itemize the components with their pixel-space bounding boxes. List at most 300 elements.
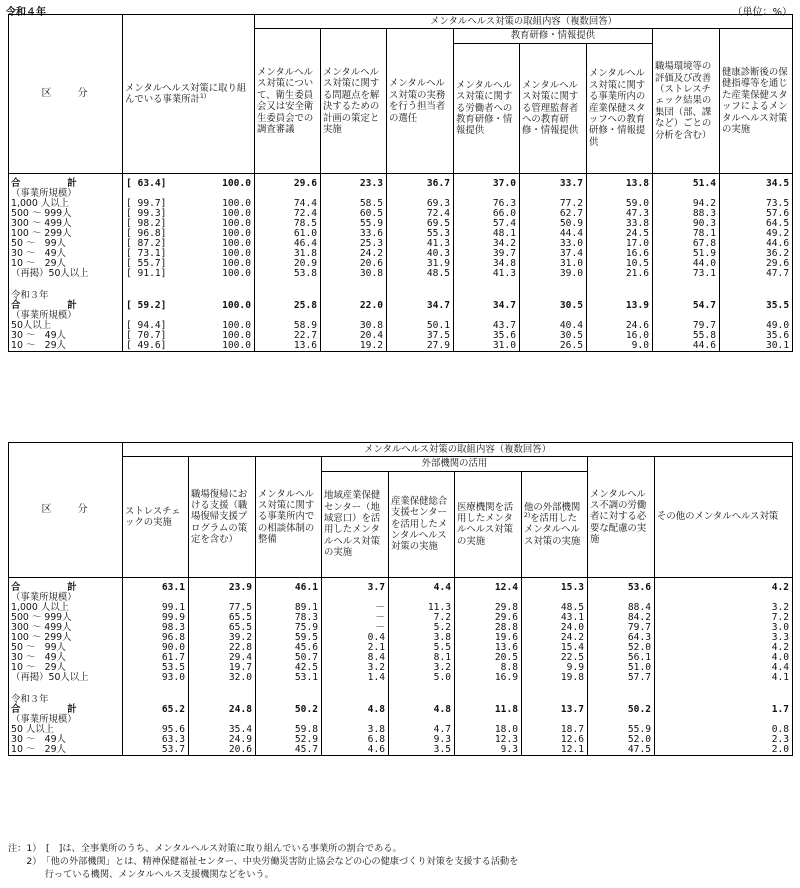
table-cell: 4.7 [389, 725, 455, 735]
table-cell: 46.4 [255, 239, 321, 249]
table-cell: 96.8 [123, 633, 189, 643]
table-cell: 40.3 [387, 249, 454, 259]
group-header: メンタルヘルス対策の取組内容（複数回答） [123, 443, 793, 457]
table-cell: 60.5 [321, 209, 387, 219]
table-cell: 30 ～ 49人 [9, 331, 123, 341]
table-cell: 30 ～ 49人 [9, 735, 123, 745]
table-cell: 88.4 [588, 603, 655, 613]
table-cell: 34.7 [387, 301, 454, 311]
kubun-header: 区 分 [9, 443, 123, 578]
table-cell: 1,000 人以上 [9, 603, 123, 613]
table-cell: 100.0 [181, 269, 255, 279]
table-cell: 99.9 [123, 613, 189, 623]
table-cell: 84.2 [588, 613, 655, 623]
table-cell: 49.2 [720, 229, 793, 239]
table-cell: 31.8 [255, 249, 321, 259]
table-cell: 30.8 [321, 321, 387, 331]
table-cell: 1.4 [322, 673, 389, 683]
col-header: メンタルヘルス対策について、衛生委員会又は安全衛生委員会での調査審議 [255, 29, 321, 173]
table-cell: 合 計 [9, 577, 123, 593]
table-cell: 23.3 [321, 173, 387, 189]
col-header: メンタルヘルス対策に関する事業所内での相談体制の整備 [256, 457, 322, 577]
table-cell: 12.4 [455, 577, 522, 593]
table-cell: 34.5 [720, 173, 793, 189]
table-cell: 33.8 [587, 219, 653, 229]
footnote: 行っている機関、メンタルヘルス支援機関などをいう。 [8, 869, 274, 880]
table-cell: 79.7 [653, 321, 720, 331]
table-cell: 24.2 [321, 249, 387, 259]
table-cell: 73.5 [720, 199, 793, 209]
table-cell: 5.2 [389, 623, 455, 633]
table-cell: （事業所規模） [9, 593, 123, 603]
col-header: メンタルヘルス対策に関する問題点を解決するための計画の策定と実施 [321, 29, 387, 173]
table-cell: 合 計 [9, 173, 123, 189]
table-cell: 65.5 [189, 613, 256, 623]
table-row [9, 715, 793, 725]
table-cell: 100.0 [181, 239, 255, 249]
table-cell: 3.2 [389, 663, 455, 673]
table-cell: 8.4 [322, 653, 389, 663]
table-cell: 45.7 [256, 745, 322, 756]
table-cell: 20.9 [255, 259, 321, 269]
table-cell: 13.6 [455, 643, 522, 653]
table-cell: 37.0 [454, 173, 520, 189]
table-cell: 88.3 [653, 209, 720, 219]
table-cell: 51.9 [653, 249, 720, 259]
table-cell: 48.5 [522, 603, 588, 613]
table-cell [256, 683, 322, 695]
table-row [9, 745, 793, 756]
table-cell: 9.9 [522, 663, 588, 673]
table-cell: 44.6 [720, 239, 793, 249]
table-cell: 100.0 [181, 331, 255, 341]
table-cell: 4.8 [322, 705, 389, 715]
table-cell: [ 70.7] [123, 331, 181, 341]
table-row [9, 633, 793, 643]
table-cell [9, 683, 123, 695]
table-cell: 9.3 [455, 745, 522, 756]
table-cell: 61.0 [255, 229, 321, 239]
table-cell: 9.0 [587, 341, 653, 352]
table-cell: 51.4 [653, 173, 720, 189]
table-cell: 93.0 [123, 673, 189, 683]
table-cell: 18.7 [522, 725, 588, 735]
table-cell: 42.5 [256, 663, 322, 673]
table-cell: 59.0 [587, 199, 653, 209]
col-header: メンタルヘルス対策に関する労働者への教育研修・情報提供 [454, 43, 520, 173]
subgroup-header: 教育研修・情報提供 [454, 29, 653, 43]
table-cell: 12.3 [455, 735, 522, 745]
table-cell: 50 ～ 99人 [9, 643, 123, 653]
table-cell: 50.7 [256, 653, 322, 663]
col-header: メンタルヘルス対策に関する管理監督者への教育研修・情報提供 [520, 43, 587, 173]
table-cell: 23.9 [189, 577, 256, 593]
table-cell: 300 ～ 499人 [9, 623, 123, 633]
table-cell: 3.0 [655, 623, 793, 633]
table-cell: 11.3 [389, 603, 455, 613]
table-cell: 100.0 [181, 341, 255, 352]
table-cell: 11.8 [455, 705, 522, 715]
table-cell: 22.7 [255, 331, 321, 341]
table-cell: 合 計 [9, 705, 123, 715]
table-row [9, 663, 793, 673]
table-cell: 39.7 [454, 249, 520, 259]
year-label: 令和４年 [6, 7, 46, 18]
subgroup-header: 外部機関の活用 [322, 457, 588, 471]
table-cell: 30.1 [720, 341, 793, 352]
table-cell: 50 ～ 99人 [9, 239, 123, 249]
table-cell: 58.5 [321, 199, 387, 209]
table-cell: 59.5 [256, 633, 322, 643]
table-cell: 50 人以上 [9, 725, 123, 735]
table-cell: 34.7 [454, 301, 520, 311]
table-cell: 100.0 [181, 219, 255, 229]
table-cell: 57.6 [720, 209, 793, 219]
table-cell: 26.5 [520, 341, 587, 352]
table-cell: 67.8 [653, 239, 720, 249]
table-cell: 25.8 [255, 301, 321, 311]
table-row [9, 735, 793, 745]
table-cell: 4.1 [655, 673, 793, 683]
table-cell: 0.8 [655, 725, 793, 735]
table-cell: 100.0 [181, 229, 255, 239]
table-cell: 51.0 [588, 663, 655, 673]
table-cell: 35.6 [720, 331, 793, 341]
table-cell: 35.6 [454, 331, 520, 341]
table-cell: 29.6 [720, 259, 793, 269]
table-cell: （再掲）50人以上 [9, 269, 123, 279]
table-cell: 30 ～ 49人 [9, 653, 123, 663]
table-cell: （事業所規模） [9, 189, 123, 199]
table-cell: 10 ～ 29人 [9, 341, 123, 352]
table-cell: 49.0 [720, 321, 793, 331]
table-cell: （再掲）50人以上 [9, 673, 123, 683]
table-cell [522, 683, 588, 695]
table-cell: 50.2 [588, 705, 655, 715]
table-cell: 94.2 [653, 199, 720, 209]
table-cell: 10 ～ 29人 [9, 663, 123, 673]
table-cell: 19.7 [189, 663, 256, 673]
table-cell: 50.9 [520, 219, 587, 229]
table-cell [455, 683, 522, 695]
table-cell: 33.0 [520, 239, 587, 249]
table-cell: 78.5 [255, 219, 321, 229]
footnotes [8, 842, 518, 881]
table-cell: 64.3 [588, 633, 655, 643]
table-cell: 22.8 [189, 643, 256, 653]
table-cell: 24.6 [587, 321, 653, 331]
table-cell: [ 63.4] [123, 173, 181, 189]
table-cell: 44.4 [520, 229, 587, 239]
table-cell: 3.8 [389, 633, 455, 643]
table-cell: 令和３年 [9, 291, 123, 301]
table-cell: 31.0 [520, 259, 587, 269]
table-2 [8, 442, 793, 756]
table-cell: 73.1 [653, 269, 720, 279]
table-cell: [ 94.4] [123, 321, 181, 331]
table-cell: 29.6 [455, 613, 522, 623]
table-cell: 22.0 [321, 301, 387, 311]
table-cell: 98.3 [123, 623, 189, 633]
table-cell: 72.4 [255, 209, 321, 219]
table-cell: 34.2 [454, 239, 520, 249]
table-cell: 21.6 [587, 269, 653, 279]
table-cell: 3.7 [322, 577, 389, 593]
table-cell: 3.2 [322, 663, 389, 673]
table-row [9, 269, 793, 279]
table-cell: 20.6 [189, 745, 256, 756]
col-header: 職場環境等の評価及び改善（ストレスチェック結果の集団（部、課など）ごとの分析を含む） [653, 29, 720, 173]
table-cell: 43.7 [454, 321, 520, 331]
table-cell: [ 91.1] [123, 269, 181, 279]
group-header: メンタルヘルス対策の取組内容（複数回答） [255, 15, 793, 29]
table-cell: 54.7 [653, 301, 720, 311]
table-row [9, 613, 793, 623]
table-cell: 19.6 [455, 633, 522, 643]
col-header: メンタルヘルス対策に関する事業所内の産業保健スタッフへの教育研修・情報提供 [587, 43, 653, 173]
col-header: メンタルヘルス不調の労働者に対する必要な配慮の実施 [588, 457, 655, 577]
table-row [9, 725, 793, 735]
table-cell: 37.4 [520, 249, 587, 259]
table-cell: 27.9 [387, 341, 454, 352]
table-cell: 30.5 [520, 301, 587, 311]
table-cell: 12.1 [522, 745, 588, 756]
table-cell: 45.6 [256, 643, 322, 653]
table-cell: 16.9 [455, 673, 522, 683]
table-cell: 16.0 [587, 331, 653, 341]
table-cell [587, 279, 653, 291]
table-cell: 24.0 [522, 623, 588, 633]
table-cell: 77.2 [520, 199, 587, 209]
table-cell: 100.0 [181, 321, 255, 331]
table-cell [322, 683, 389, 695]
col-header: メンタルヘルス対策の実務を行う担当者の選任 [387, 29, 454, 173]
table-cell: 33.6 [321, 229, 387, 239]
table-row [9, 623, 793, 633]
table-cell: 0.4 [322, 633, 389, 643]
table-cell: 53.7 [123, 745, 189, 756]
table-cell: [ 99.7] [123, 199, 181, 209]
table-cell: 63.3 [123, 735, 189, 745]
table-cell: 2.0 [655, 745, 793, 756]
table-cell: 100.0 [181, 209, 255, 219]
table-cell: 9.3 [389, 735, 455, 745]
col-header: 他の外部機関$^{2)}$を活用したメンタルヘルス対策の実施 [522, 471, 588, 577]
table-cell: 34.8 [454, 259, 520, 269]
table-cell: 90.0 [123, 643, 189, 653]
table-cell: 100.0 [181, 301, 255, 311]
table-cell: 46.1 [256, 577, 322, 593]
table-cell: 35.4 [189, 725, 256, 735]
table-cell: 24.8 [189, 705, 256, 715]
table-cell: 7.2 [655, 613, 793, 623]
table-cell: 2.1 [322, 643, 389, 653]
table-cell: 99.1 [123, 603, 189, 613]
table-cell: － [322, 613, 389, 623]
table-1 [8, 14, 793, 352]
table-cell: 36.7 [387, 173, 454, 189]
table-cell: 4.2 [655, 577, 793, 593]
table-cell: 100.0 [181, 259, 255, 269]
table-cell: 13.7 [522, 705, 588, 715]
table-cell: 47.5 [588, 745, 655, 756]
table-row [9, 695, 793, 705]
table-cell: 43.1 [522, 613, 588, 623]
table-cell: 19.8 [522, 673, 588, 683]
table-cell [123, 279, 181, 291]
table-cell: （事業所規模） [9, 311, 123, 321]
table-cell: 66.0 [454, 209, 520, 219]
table-cell: 64.5 [720, 219, 793, 229]
table-cell: 40.4 [520, 321, 587, 331]
table-cell: 39.0 [520, 269, 587, 279]
table-cell: 3.2 [655, 603, 793, 613]
table-cell [389, 683, 455, 695]
table-cell: 39.2 [189, 633, 256, 643]
table-cell: 63.1 [123, 577, 189, 593]
table-cell: 29.6 [255, 173, 321, 189]
table-cell: 28.8 [455, 623, 522, 633]
footnote: 2） 「他の外部機関」とは、精神保健福祉センター、中央労働災害防止協会などの心の健康づくり対策を支援する活動を [8, 856, 519, 867]
table-cell: 50.2 [256, 705, 322, 715]
table-cell: [ 87.2] [123, 239, 181, 249]
table-cell: 4.0 [655, 653, 793, 663]
table-cell: 48.5 [387, 269, 454, 279]
table-row [9, 173, 793, 189]
table-cell [588, 683, 655, 695]
table-cell: 33.7 [520, 173, 587, 189]
table-cell: 57.7 [588, 673, 655, 683]
table-cell: 44.6 [653, 341, 720, 352]
table-cell: 5.0 [389, 673, 455, 683]
table-cell: 25.3 [321, 239, 387, 249]
table-cell: 52.0 [588, 735, 655, 745]
table-cell: 10 ～ 29人 [9, 745, 123, 756]
table-cell: 44.0 [653, 259, 720, 269]
table-cell: 20.5 [455, 653, 522, 663]
table-cell: 50人以上 [9, 321, 123, 331]
table-row [9, 643, 793, 653]
table-cell: 55.9 [321, 219, 387, 229]
table-cell: 7.2 [389, 613, 455, 623]
table-cell: 41.3 [454, 269, 520, 279]
table-cell [321, 279, 387, 291]
table-row [9, 593, 793, 603]
table-cell: 29.4 [189, 653, 256, 663]
table-cell: 29.8 [455, 603, 522, 613]
table-cell: 55.8 [653, 331, 720, 341]
table-cell: [ 59.2] [123, 301, 181, 311]
table-cell: 72.4 [387, 209, 454, 219]
table-cell: 16.6 [587, 249, 653, 259]
table-cell: 56.1 [588, 653, 655, 663]
table-cell: 79.7 [588, 623, 655, 633]
table-cell: 53.5 [123, 663, 189, 673]
table-cell [181, 279, 255, 291]
table-cell: 10 ～ 29人 [9, 259, 123, 269]
table-cell: 8.8 [455, 663, 522, 673]
table-cell: 2.3 [655, 735, 793, 745]
table-cell: － [322, 603, 389, 613]
table-cell: 24.9 [189, 735, 256, 745]
table-cell: 74.4 [255, 199, 321, 209]
table-row [9, 577, 793, 593]
table-cell [653, 279, 720, 291]
table-cell: 15.4 [522, 643, 588, 653]
table-cell: 31.0 [454, 341, 520, 352]
table-cell: 1,000 人以上 [9, 199, 123, 209]
table-cell: 65.5 [189, 623, 256, 633]
table-cell: 100.0 [181, 173, 255, 189]
table-cell: 53.6 [588, 577, 655, 593]
col-header: 職場復帰における支援（職場復帰支援プログラムの策定を含む） [189, 457, 256, 577]
table-cell: 69.3 [387, 199, 454, 209]
table-row [9, 683, 793, 695]
table-cell: [ 49.6] [123, 341, 181, 352]
table-cell: 6.8 [322, 735, 389, 745]
table-row [9, 341, 793, 352]
table-cell: 4.4 [389, 577, 455, 593]
table-cell: － [322, 623, 389, 633]
table-cell [189, 683, 256, 695]
table-cell: 24.5 [587, 229, 653, 239]
table-cell: 31.9 [387, 259, 454, 269]
table-cell: 20.4 [321, 331, 387, 341]
table-cell: 5.5 [389, 643, 455, 653]
table-cell: 36.2 [720, 249, 793, 259]
col-header: 健康診断後の保健指導等を通じた産業保健スタッフによるメンタルヘルス対策の実施 [720, 29, 793, 173]
table-cell: 100.0 [181, 199, 255, 209]
table-cell: 300 ～ 499人 [9, 219, 123, 229]
table-cell: [ 98.2] [123, 219, 181, 229]
table-cell: 77.5 [189, 603, 256, 613]
table-cell: 69.5 [387, 219, 454, 229]
table-cell: 13.8 [587, 173, 653, 189]
table-cell: 78.3 [256, 613, 322, 623]
table-cell: 30 ～ 49人 [9, 249, 123, 259]
table-cell: 令和３年 [9, 695, 123, 705]
table-cell: 22.5 [522, 653, 588, 663]
table-cell: 52.0 [588, 643, 655, 653]
table-cell: 18.0 [455, 725, 522, 735]
table-cell: 90.3 [653, 219, 720, 229]
table-cell [720, 279, 793, 291]
table-cell: 52.9 [256, 735, 322, 745]
unit-label: （単位：%） [732, 7, 792, 18]
col-header: ストレスチェックの実施 [123, 457, 189, 577]
table-cell [655, 683, 793, 695]
table-cell [123, 683, 189, 695]
table-cell: 30.8 [321, 269, 387, 279]
table-cell: 32.0 [189, 673, 256, 683]
table-cell: 47.3 [587, 209, 653, 219]
table-cell [255, 279, 321, 291]
table-cell: 15.3 [522, 577, 588, 593]
table-cell: [ 99.3] [123, 209, 181, 219]
table-cell: 12.6 [522, 735, 588, 745]
table-cell: 89.1 [256, 603, 322, 613]
table-cell: 17.0 [587, 239, 653, 249]
table-cell: 53.8 [255, 269, 321, 279]
table-cell: 3.5 [389, 745, 455, 756]
table-cell: 59.8 [256, 725, 322, 735]
table-cell [387, 279, 454, 291]
table-row [9, 653, 793, 663]
table-cell: 58.9 [255, 321, 321, 331]
table-cell: 95.6 [123, 725, 189, 735]
table-cell: 19.2 [321, 341, 387, 352]
table-cell: 75.9 [256, 623, 322, 633]
